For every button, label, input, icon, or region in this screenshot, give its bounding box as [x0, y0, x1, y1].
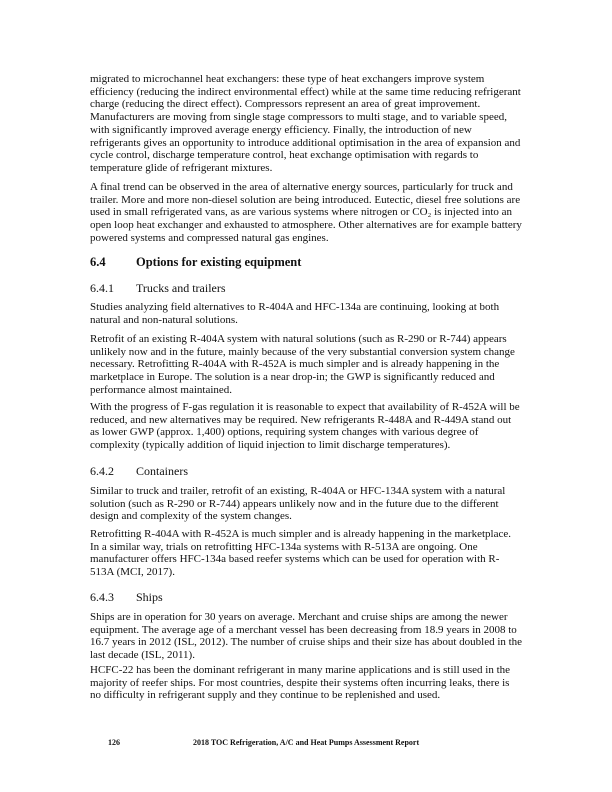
text-line: Retrofit of an existing R-404A system with natural solutions (such as R-290 or R-744) appears: [90, 333, 507, 345]
paragraph-fgas: [90, 401, 530, 452]
subsection-number: 6.4.1: [90, 281, 114, 295]
text-line: as lower GWP (approx. 1,400) options, requiring system changes with various degree of: [90, 426, 479, 439]
page-number: 126: [108, 738, 120, 747]
text-line: complexity (typically addition of liquid injection to limit discharge temperatures).: [90, 439, 451, 452]
paragraph-studies: [90, 301, 530, 326]
text-line: design and complexity of the system changes.: [90, 510, 292, 523]
section-heading-6-4: [90, 255, 301, 269]
text-line: natural and non-natural solutions.: [90, 313, 238, 326]
text-line: trailer. More and more non-diesel solution are being introduced. Eutectic, diesel free solutions are: [90, 193, 521, 206]
text-line: Ships are in operation for 30 years on average. Merchant and cruise ships are among the newer: [90, 611, 508, 623]
text-line: 16.7 years in 2012 (ISL, 2012). The number of cruise ships and their size has about doubled in the: [90, 636, 523, 649]
text-line: majority of reefer ships. For most countries, despite their systems often incurring leaks, there is: [90, 676, 510, 689]
text-line: solution (such as R-290 or R-744) appears unlikely now and in the future due to the different: [90, 497, 499, 510]
paragraph-intro-continued: [90, 73, 530, 175]
text-line: cycle control, discharge temperature control, heat exchange optimisation with regards to: [90, 149, 479, 162]
text-line: last decade (ISL, 2011).: [90, 649, 195, 662]
paragraph-alternative-energy: [90, 181, 530, 245]
text-line: temperature glide of refrigerant mixtures.: [90, 161, 273, 174]
subsection-heading-6-4-1: [90, 281, 226, 295]
subsection-heading-6-4-3: [90, 590, 163, 604]
text-line: open loop heat exchanger and exhausted to atmosphere. Other alternatives are for example battery: [90, 219, 522, 232]
text-line: migrated to microchannel heat exchangers: these type of heat exchangers improve system: [90, 73, 485, 85]
text-line: Studies analyzing field alternatives to R-404A and HFC-134a are continuing, looking at both: [90, 301, 500, 313]
paragraph-containers-r452a: [90, 528, 530, 579]
text-line: performance almost maintained.: [90, 383, 233, 396]
footer-title: 2018 TOC Refrigeration, A/C and Heat Pumps Assessment Report: [193, 738, 420, 747]
text-line: marketplace in Europe. The solution is a near drop-in; the GWP is significantly reduced and: [90, 371, 495, 384]
text-line: Manufacturers are moving from single stage compressors to multi stage, and to variable speed,: [90, 111, 507, 124]
text-line: with significantly improved average energy efficiency. Finally, the introduction of new: [90, 123, 472, 136]
text-line: refrigerants gives an opportunity to introduce additional optimisation in the area of expansion and: [90, 136, 521, 149]
text-line: Similar to truck and trailer, retrofit of an existing, R-404A or HFC-134A system with a natural: [90, 485, 506, 497]
paragraph-retrofit-trucks: [90, 333, 530, 397]
subsection-title: Containers: [136, 464, 188, 478]
subsection-title: Ships: [136, 590, 163, 604]
text-line: With the progress of F-gas regulation it is reasonable to expect that availability of R-452A will be: [90, 401, 520, 413]
paragraph-hcfc22: [90, 664, 530, 702]
text-line: used in small refrigerated vans, as are various systems where nitrogen or CO₂ is injected into an: [90, 206, 513, 219]
text-line: powered systems and compressed natural gas engines.: [90, 231, 329, 244]
subsection-number: 6.4.3: [90, 590, 114, 604]
text-line: charge (reducing the direct effect). Compressors represent an area of great improvement.: [90, 98, 481, 111]
text-line: equipment. The average age of a merchant vessel has been decreasing from 18.9 years in 2008 to: [90, 623, 517, 636]
text-line: 513A (MCI, 2017).: [90, 566, 175, 579]
section-title: Options for existing equipment: [136, 255, 302, 269]
text-line: Retrofitting R-404A with R-452A is much simpler and is already happening in the marketplace.: [90, 528, 511, 540]
paragraph-ships: [90, 611, 530, 662]
section-number: 6.4: [90, 255, 106, 269]
text-line: In a similar way, trials on retrofitting HFC-134a systems with R-513A are ongoing. One: [90, 540, 478, 553]
text-line: HCFC-22 has been the dominant refrigerant in many marine applications and is still used in the: [90, 664, 511, 676]
text-line: necessary. Retrofitting R-404A with R-452A is much simpler and is already happening in the: [90, 358, 500, 371]
paragraph-containers-retrofit: [90, 485, 530, 523]
text-line: A final trend can be observed in the area of alternative energy sources, particularly for truck and: [90, 181, 513, 193]
subsection-heading-6-4-2: [90, 464, 188, 478]
text-line: manufacturer offers HFC-134a based reefer systems which can be used for operation with R-: [90, 553, 500, 566]
text-line: unlikely now and in the future, mainly because of the very substantial conversion system change: [90, 345, 515, 358]
subsection-title: Trucks and trailers: [136, 281, 226, 295]
text-line: no difficulty in refrigerant supply and they continue to be replenished and used.: [90, 689, 441, 702]
subsection-number: 6.4.2: [90, 464, 114, 478]
text-line: efficiency (reducing the indirect environmental effect) while at the same time reducing refrigerant: [90, 85, 521, 98]
text-line: reduced, and new alternatives may be required. New refrigerants R-448A and R-449A stand out: [90, 413, 512, 426]
